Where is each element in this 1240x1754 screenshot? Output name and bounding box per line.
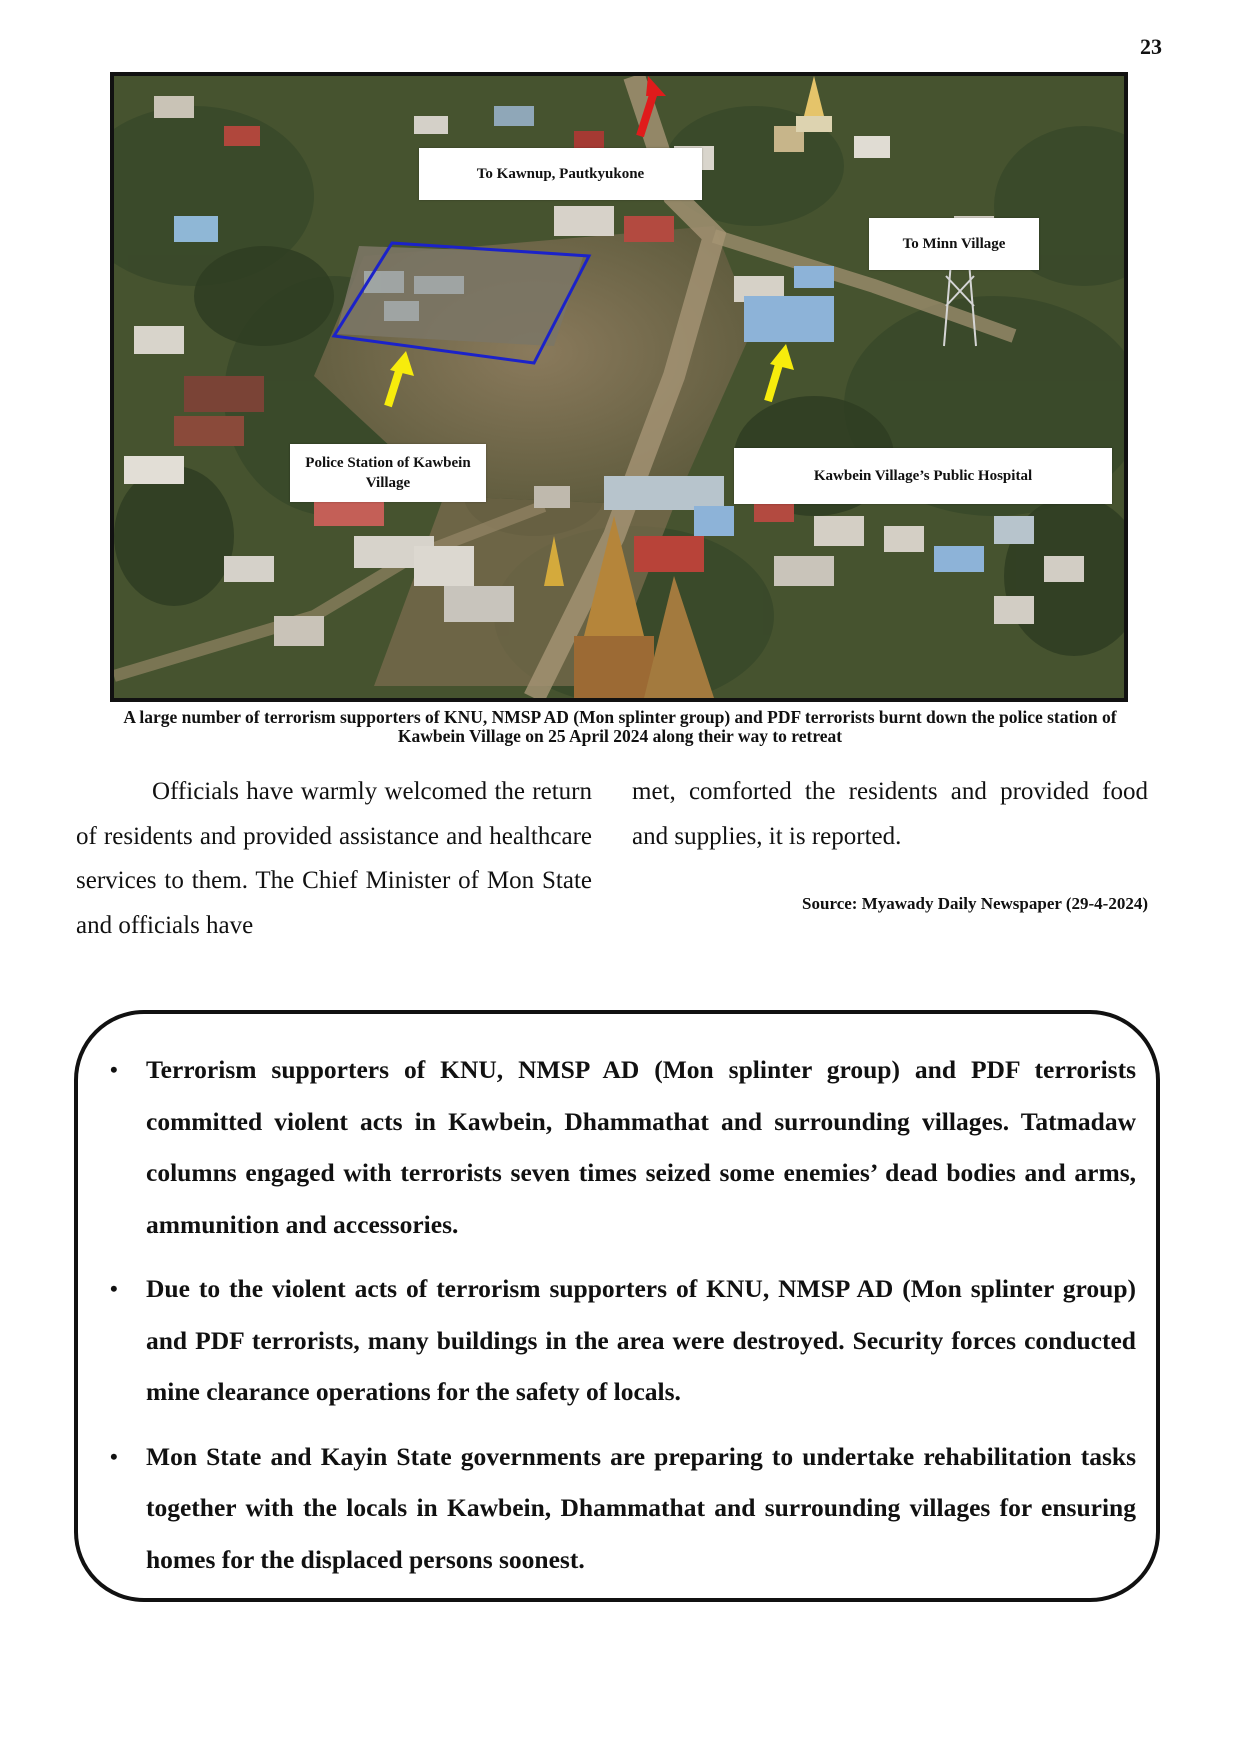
label-to-kawnup: To Kawnup, Pautkyukone	[419, 148, 702, 200]
summary-list	[110, 1044, 1136, 1598]
aerial-photo	[110, 72, 1128, 702]
bullet-icon: •	[110, 1057, 118, 1082]
summary-item-text: Mon State and Kayin State governments are preparing to undertake rehabilitation tasks together with the locals in Kawbein, Dhammathat and surrounding villages for ensuring homes for the displaced persons soonest.	[146, 1441, 1136, 1574]
label-to-minn-village: To Minn Village	[869, 218, 1039, 270]
bullet-icon: •	[110, 1443, 118, 1469]
body-text-left-column: Officials have warmly welcomed the return of residents and provided assistance and healthcare services to them. The Chief Minister of Mon State and officials have	[76, 778, 592, 939]
source-citation: Source: Myawady Daily Newspaper (29-4-2024)	[802, 894, 1148, 913]
summary-item-text: Due to the violent acts of terrorism supporters of KNU, NMSP AD (Mon splinter group) and PDF terrorists, many buildings in the area were destroyed. Security forces conducted mine clearance operations for the safety of locals.	[146, 1274, 1136, 1406]
page-number: 23	[1140, 34, 1162, 59]
bullet-icon: •	[110, 1276, 118, 1301]
summary-item	[110, 1044, 1136, 1250]
summary-item	[110, 1263, 1136, 1418]
summary-box	[74, 1010, 1160, 1602]
photo-caption: A large number of terrorism supporters of KNU, NMSP AD (Mon splinter group) and PDF terrorists burnt down the police station of Kawbein Village on 25 April 2024 along their way to retreat	[123, 707, 1117, 746]
body-text-right-column: met, comforted the residents and provided food and supplies, it is reported.	[632, 778, 1148, 850]
label-police-station: Police Station of Kawbein Village	[290, 444, 486, 502]
summary-item-text: Terrorism supporters of KNU, NMSP AD (Mon splinter group) and PDF terrorists committed violent acts in Kawbein, Dhammathat and surrounding villages. Tatmadaw columns engaged with terrorists seven times seized some enemies’ dead bodies and arms, ammunition and accessories.	[146, 1055, 1136, 1239]
summary-item	[110, 1431, 1136, 1586]
burnt-site	[336, 246, 584, 346]
label-public-hospital: Kawbein Village’s Public Hospital	[734, 448, 1112, 504]
